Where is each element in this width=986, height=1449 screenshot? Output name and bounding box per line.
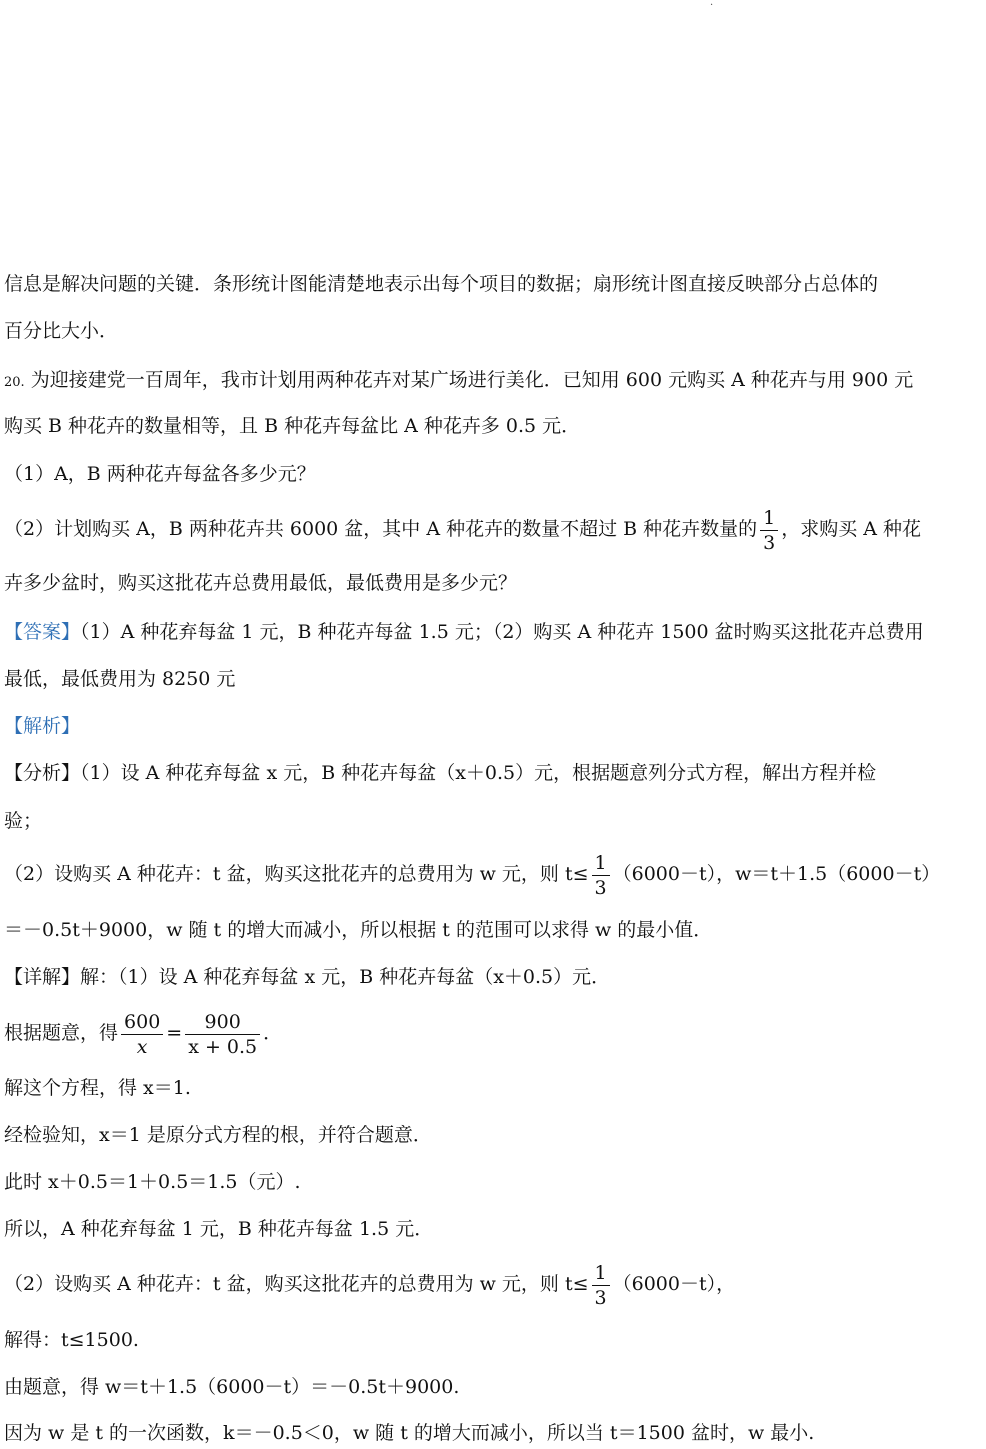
fraction-numerator: 600: [121, 1010, 163, 1035]
fraction-numerator: 900: [185, 1010, 260, 1035]
answer-tag: 【答案】: [4, 621, 81, 643]
question-part-2: [4, 505, 921, 555]
fraction-one-third: [592, 1261, 610, 1310]
detail-line-7: [4, 1256, 735, 1312]
detail-line-6: 所以，A 种花弃每盆 1 元，B 种花卉每盆 1.5 元．: [4, 1218, 434, 1240]
fraction-600-over-x: [121, 1010, 163, 1059]
fenxi-line-3: [4, 846, 940, 902]
answer-line-1: [4, 619, 924, 645]
equation-label: 根据题意，得: [4, 1022, 119, 1044]
detail-line-8: 解得：t≤1500.: [4, 1329, 139, 1351]
fenxi-line-2: 验；: [4, 810, 43, 832]
fraction-denominator: 3: [594, 876, 607, 899]
fraction-numerator: 1: [592, 851, 610, 876]
question-part-2-text: （2）计划购买 A，B 两种花卉共 6000 盆，其中 A 种花卉的数量不超过 B 种花卉数量的: [4, 518, 758, 540]
question-text-1: 为迎接建党一百周年，我市计划用两种花卉对某广场进行美化．已知用 600 元购买 A 种花卉与用 900 元: [30, 369, 914, 391]
fraction-denominator: x + 0.5: [188, 1035, 258, 1058]
fenxi-text-3-tail: （6000－t），w＝t＋1.5（6000－t）: [612, 863, 941, 885]
detail-equation-line: [4, 1002, 282, 1064]
question-part-2-tail: ，求购买 A 种花: [781, 518, 922, 540]
fraction-numerator: 1: [592, 1261, 610, 1286]
question-line-1: [4, 367, 913, 396]
intro-line-1: 信息是解决问题的关键．条形统计图能清楚地表示出每个项目的数据；扇形统计图直接反映部分占总体的: [4, 273, 879, 295]
detail-line-1: [4, 964, 610, 990]
detail-line-9: 由题意，得 w＝t＋1.5（6000－t）＝－0.5t＋9000.: [4, 1376, 460, 1398]
fraction-900-over-x-plus: [185, 1010, 260, 1059]
question-part-2-line-2: 卉多少盆时，购买这批花卉总费用最低，最低费用是多少元？: [4, 572, 518, 594]
detail-text-1: 解：（1）设 A 种花弃每盆 x 元，B 种花卉每盆（x＋0.5）元．: [80, 966, 611, 988]
intro-line-2: 百分比大小．: [4, 320, 119, 342]
fenxi-tag: 【分析】: [4, 762, 81, 784]
fenxi-line-4: ＝－0.5t＋9000，w 随 t 的增大而减小，所以根据 t 的范围可以求得 w 的最小值．: [4, 919, 713, 941]
question-line-2: 购买 B 种花卉的数量相等，且 B 种花卉每盆比 A 种花卉多 0.5 元．: [4, 415, 581, 437]
detail-line-10: 因为 w 是 t 的一次函数，k＝－0.5＜0，w 随 t 的增大而减小，所以当 t＝1500 盆时，w 最小.: [4, 1422, 815, 1444]
question-number: 20.: [4, 375, 25, 390]
fraction-numerator: 1: [760, 506, 778, 531]
detail-line-3: 解这个方程，得 x＝1.: [4, 1077, 191, 1099]
fenxi-line-1: [4, 760, 876, 786]
answer-line-2: 最低，最低费用为 8250 元: [4, 668, 236, 690]
detail-line-4: 经检验知，x＝1 是原分式方程的根，并符合题意．: [4, 1124, 432, 1146]
fraction-denominator: 3: [763, 531, 776, 554]
fraction-denominator: 3: [594, 1286, 607, 1309]
analysis-tag: 【解析】: [4, 715, 81, 737]
page-mark: ·: [710, 0, 714, 11]
fenxi-text-1: （1）设 A 种花弃每盆 x 元，B 种花卉每盆（x＋0.5）元，根据题意列分式方程，解出方程并检: [80, 762, 877, 784]
question-part-1: （1）A，B 两种花卉每盆各多少元？: [4, 463, 316, 485]
equals-sign: =: [166, 1022, 183, 1044]
detail-line-5: 此时 x＋0.5＝1＋0.5＝1.5（元）.: [4, 1171, 301, 1193]
fraction-denominator: [121, 1035, 163, 1059]
fraction-one-third: [592, 851, 610, 900]
fraction-one-third: [760, 506, 778, 555]
answer-text-1: （1）A 种花弃每盆 1 元，B 种花卉每盆 1.5 元；（2）购买 A 种花卉 1500 盆时购买这批花卉总费用: [80, 621, 924, 643]
fenxi-text-3: （2）设购买 A 种花卉：t 盆，购买这批花卉的总费用为 w 元，则 t≤: [4, 863, 589, 885]
detail-text-7: （2）设购买 A 种花卉：t 盆，购买这批花卉的总费用为 w 元，则 t≤: [4, 1273, 589, 1295]
detail-tag: 【详解】: [4, 966, 81, 988]
equation-end: ．: [263, 1022, 283, 1044]
detail-text-7-tail: （6000－t），: [612, 1273, 736, 1295]
fraction-denominator-text: x: [136, 1035, 148, 1058]
